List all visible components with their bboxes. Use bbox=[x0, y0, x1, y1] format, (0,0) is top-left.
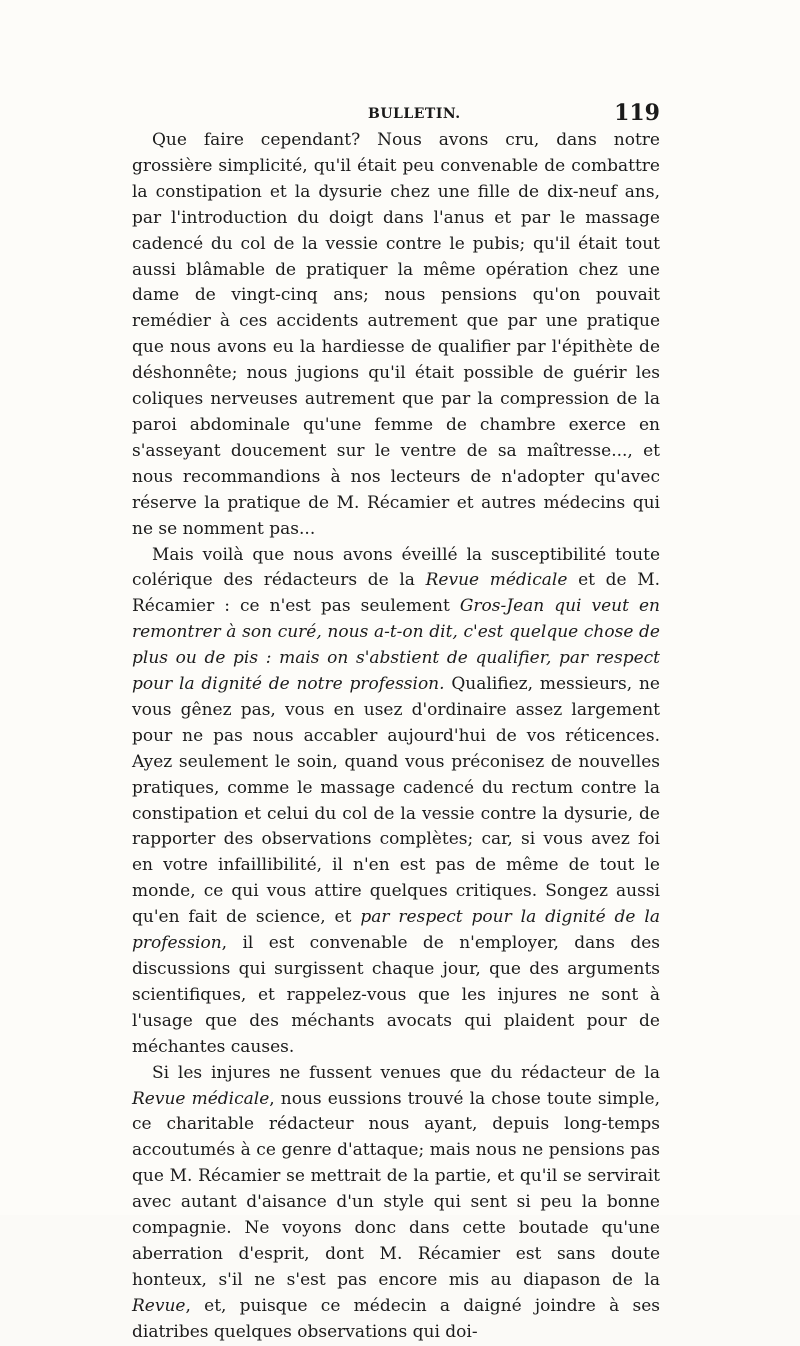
paragraph-2-segment-6: par respect pour la dignité de la profession bbox=[132, 907, 660, 954]
paragraph-2-segment-7: , il est convenable de n'employer, dans des discussions qui surgissent chaque jour, que des arguments scientifiques, et rappelez-vous que les injures ne sont à l'usage que des méchants avocats qui plaident pour de méchantes causes. bbox=[132, 933, 660, 1057]
paragraph-2-segment-5: Qualifiez, messieurs, ne vous gênez pas, vous en usez d'ordinaire assez largement pour ne pas nous accabler aujourd'hui de vos réticences. Ayez seulement le soin, quand vous préconisez de nouvelles pratiques, comme le massage cadencé du rectum contre la constipation et celui du col de la vessie contre la dysurie, de rapporter des observations complètes; car, si vous avez foi en votre infaillibilité, il n'en est pas de même de tout le monde, ce qui vous attire quelques critiques. Songez aussi qu'en fait de science, et bbox=[132, 674, 660, 928]
paragraph-2-segment-3: et de M. Récamier : ce n'est pas seulement bbox=[132, 570, 661, 617]
paragraph-2-segment-1: Mais voilà que nous avons éveillé la susceptibilité toute colérique des rédacteurs de la bbox=[132, 544, 660, 591]
paragraph-2 bbox=[132, 543, 660, 1061]
paragraph-3-segment-4: Revue bbox=[132, 1295, 186, 1316]
paragraph-2-segment-4: Gros-Jean qui veut en remontrer à son curé, nous a-t-on dit, c'est quelque chose de plus ou de pis : mais on s'abstient de qualifier, par respect pour la dignité de notre profession. bbox=[132, 596, 660, 695]
paragraph-3 bbox=[132, 1061, 660, 1346]
paragraph-2-segment-2: Revue médicale bbox=[425, 570, 568, 591]
running-title: BULLETIN. bbox=[368, 106, 461, 122]
paragraph-1-segment-1: Que faire cependant? Nous avons cru, dans notre grossière simplicité, qu'il était peu convenable de combattre la constipation et la dysurie chez une fille de dix-neuf ans, par l'introduction du doigt dans l'anus et par le massage cadencé du col de la vessie contre le pubis; qu'il était tout aussi blâmable de pratiquer la même opération chez une dame de vingt-cinq ans; nous pensions qu'on pouvait remédier à ces accidents autrement que par une pratique que nous avons eu la hardiesse de qualifier par l'épithète de déshonnête; nous jugions qu'il était possible de guérir les coliques nerveuses autrement que par la compression de la paroi abdominale qu'une femme de chambre exerce en s'asseyant doucement sur le ventre de sa maîtresse..., et nous recommandions à nos lecteurs de n'adopter qu'avec réserve la pratique de M. Récamier et autres médecins qui ne se nomment pas... bbox=[132, 130, 660, 539]
paragraph-1 bbox=[132, 128, 660, 543]
running-head bbox=[130, 100, 660, 128]
paragraph-3-segment-5: , et, puisque ce médecin a daigné joindre à ses diatribes quelques observations qui doi- bbox=[132, 1295, 660, 1342]
paragraph-3-segment-3: , nous eussions trouvé la chose toute simple, ce charitable rédacteur nous ayant, depuis long-temps accoutumés à ce genre d'attaque; mais nous ne pensions pas que M. Récamier se mettrait de la partie, et qu'il se servirait avec autant d'aisance d'un style qui sent si peu la bonne compagnie. Ne voyons donc dans cette boutade qu'une aberration d'esprit, dont M. Récamier est sans doute honteux, s'il ne s'est pas encore mis au diapason de la bbox=[132, 1088, 660, 1290]
paragraph-3-segment-1: Si les injures ne fussent venues que du rédacteur de la bbox=[152, 1062, 660, 1083]
page-number: 119 bbox=[614, 100, 660, 126]
body-text bbox=[132, 128, 660, 1346]
paragraph-3-segment-2: Revue médicale bbox=[132, 1088, 270, 1109]
